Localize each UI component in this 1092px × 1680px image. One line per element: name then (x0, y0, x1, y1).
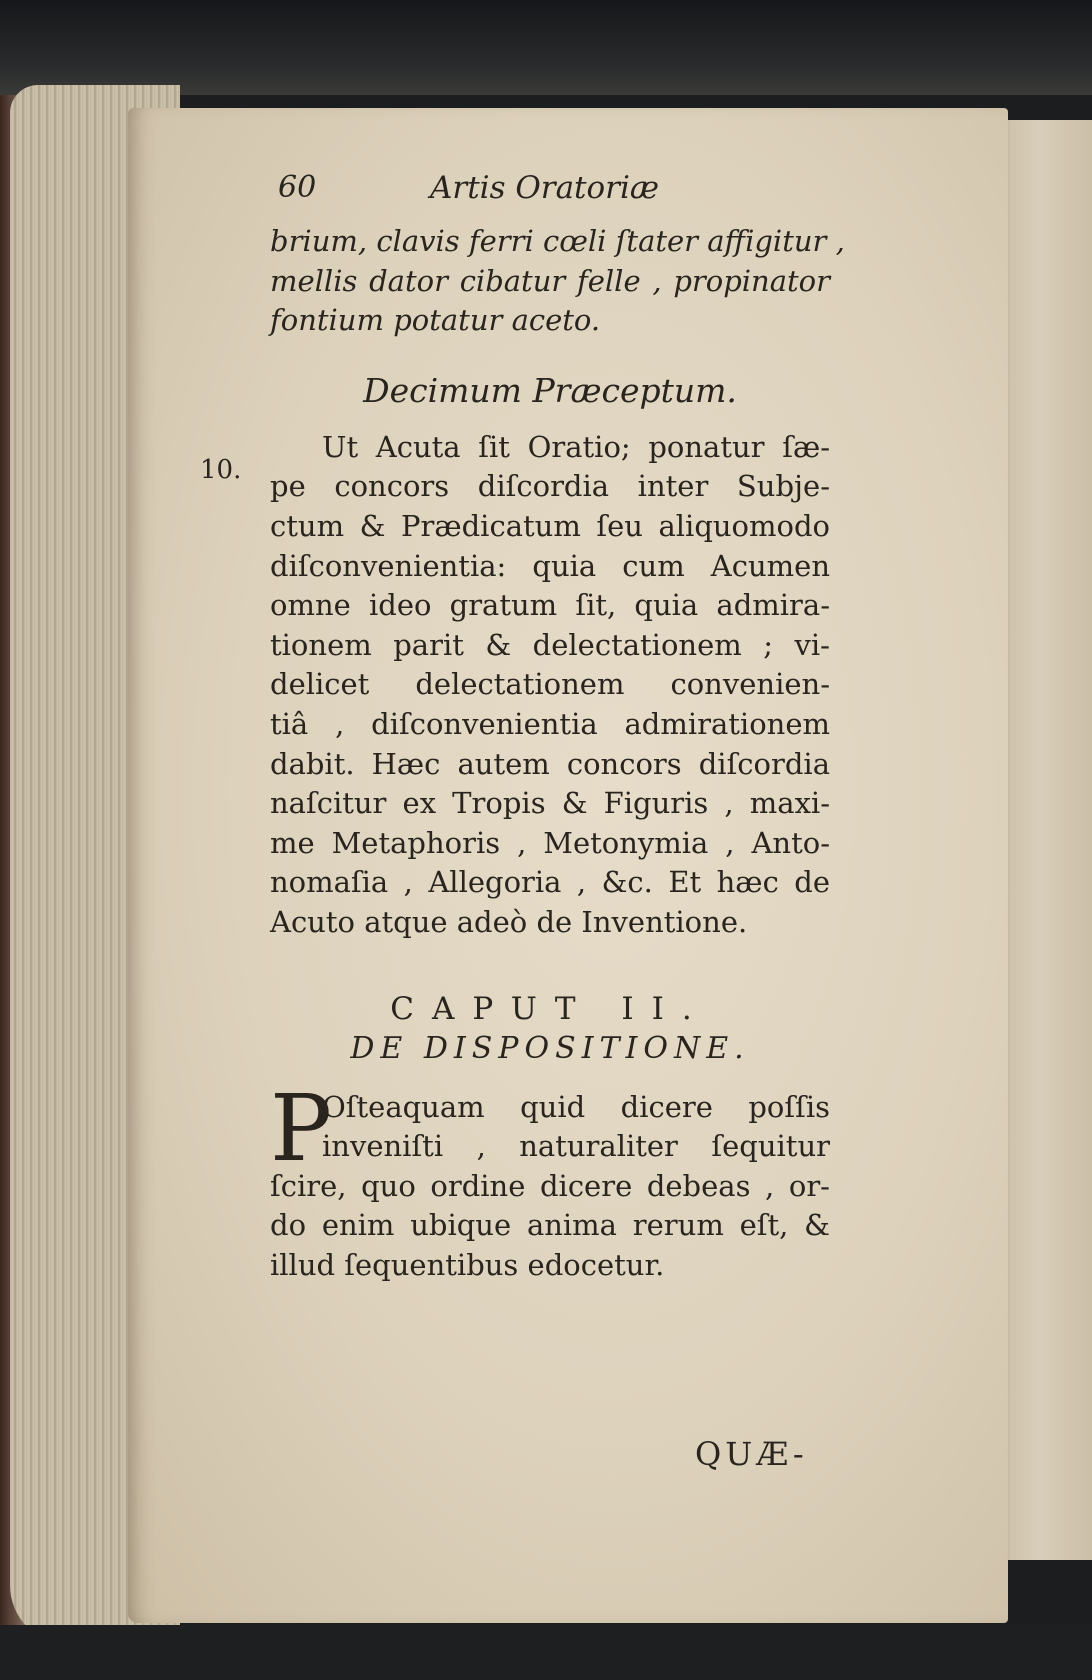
text-line: omne ideo gratum ſit, quia admira- (270, 588, 830, 623)
text-line: do enim ubique anima rerum eſt, & (270, 1208, 830, 1243)
disposition-paragraph (270, 1074, 830, 1286)
text-line: diſconvenientia: quia cum Acumen (270, 548, 830, 583)
text-line: pe concors diſcordia inter Subje- (270, 469, 830, 504)
catchword: QUÆ- (695, 1435, 808, 1473)
text-line: ſcire, quo ordine dicere debeas , or- (270, 1168, 830, 1203)
margin-number: 10. (200, 455, 242, 485)
text-line: tiâ , diſconvenientia admirationem (270, 706, 830, 741)
running-title: Artis Oratoriæ (430, 170, 660, 206)
text-line: Acuto atque adeò de Inventione. (270, 904, 748, 939)
text-line: Ut Acuta ſit Oratio; ponatur ſæ- (322, 429, 830, 464)
facing-page-edge (1000, 120, 1092, 1560)
text-line: me Metaphoris , Metonymia , Anto- (270, 825, 830, 860)
text-line: mellis dator cibatur felle , propinator (270, 263, 830, 298)
text-line: delicet delectationem convenien- (270, 667, 830, 702)
text-line: nomaſia , Allegoria , &c. Et hæc de (270, 865, 830, 900)
text-line: fontium potatur aceto. (270, 303, 601, 338)
page-text (270, 170, 845, 1285)
page-header (270, 170, 830, 222)
text-line: illud ſequentibus edocetur. (270, 1247, 665, 1282)
text-line: Oſteaquam quid dicere poſſis (322, 1089, 830, 1124)
background-bottom (0, 1625, 1092, 1680)
binding-top (0, 0, 1092, 95)
text-line: tionem parit & delectationem ; vi- (270, 627, 830, 662)
text-line: naſcitur ex Tropis & Figuris , maxi- (270, 786, 830, 821)
section-heading: Decimum Præceptum. (363, 370, 737, 410)
text-line: dabit. Hæc autem concors diſcordia (270, 746, 830, 781)
chapter-subtitle: DE DISPOSITIONE. (350, 1030, 750, 1066)
text-line: brium, clavis ferri cœli ſtater affigitur , (270, 224, 845, 258)
text-line: inveniſti , naturaliter ſequitur (322, 1129, 830, 1164)
drop-cap: P (270, 1074, 332, 1182)
page-number: 60 (278, 170, 317, 205)
chapter-title: CAPUT II. (390, 990, 710, 1027)
text-line: ctum & Prædicatum ſeu aliquomodo (270, 508, 830, 543)
